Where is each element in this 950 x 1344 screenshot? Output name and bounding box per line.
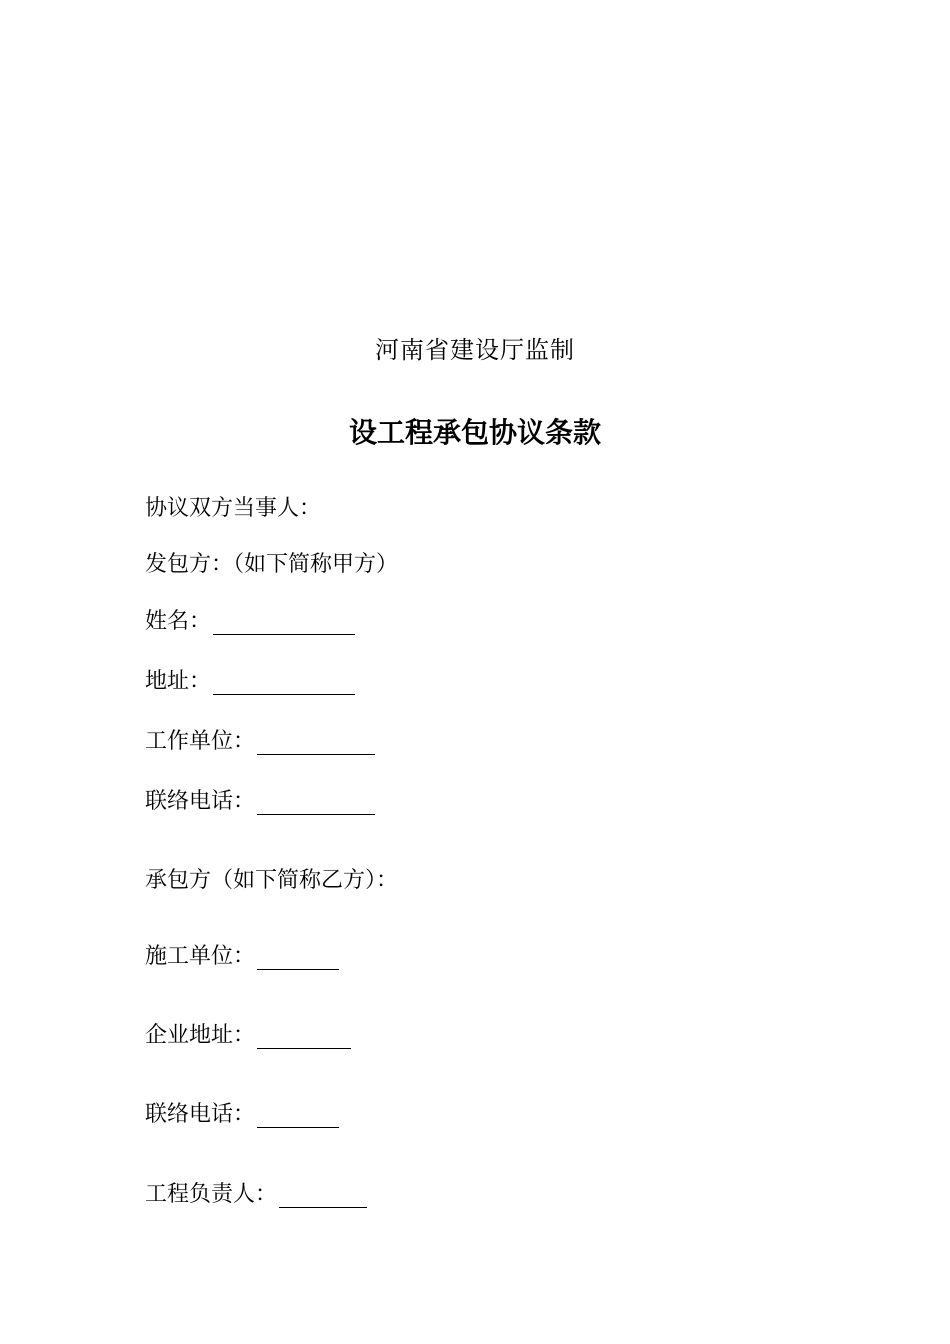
party-a-address-label: 地址：: [145, 669, 212, 694]
parties-heading: [145, 494, 321, 524]
party-a-employer-row: [145, 727, 375, 757]
party-a-phone-blank[interactable]: [257, 792, 375, 815]
document-title: 设工程承包协议条款: [348, 416, 601, 449]
issuer-line: 河南省建设厅监制: [375, 336, 575, 364]
party-a-employer-blank[interactable]: [257, 732, 375, 755]
party-a-address-row: [145, 667, 355, 697]
party-b-phone-row: [145, 1100, 339, 1130]
party-b-phone-label: 联络电话：: [145, 1102, 256, 1127]
party-a-employer-label: 工作单位：: [145, 729, 256, 754]
party-b-address-label: 企业地址：: [145, 1023, 256, 1048]
party-a-name-row: [145, 607, 355, 637]
party-b-address-blank[interactable]: [257, 1026, 351, 1049]
party-b-unit-label: 施工单位：: [145, 944, 256, 969]
party-a-phone-label: 联络电话：: [145, 789, 256, 814]
party-a-phone-row: [145, 787, 375, 817]
parties-heading-text: 协议双方当事人：: [145, 496, 322, 521]
party-a-name-label: 姓名：: [145, 609, 212, 634]
party-b-manager-blank[interactable]: [279, 1185, 367, 1208]
party-b-manager-row: [145, 1180, 367, 1210]
party-b-address-row: [145, 1021, 351, 1051]
party-b-unit-blank[interactable]: [257, 947, 339, 970]
party-a-name-blank[interactable]: [213, 612, 355, 635]
party-b-heading-text: 承包方（如下简称乙方）：: [145, 868, 399, 893]
party-b-manager-label: 工程负责人：: [145, 1182, 278, 1207]
party-b-phone-blank[interactable]: [257, 1105, 339, 1128]
party-a-heading: [145, 550, 398, 580]
party-b-heading: [145, 866, 398, 896]
party-a-heading-text: 发包方：（如下简称甲方）: [145, 552, 399, 577]
party-a-address-blank[interactable]: [213, 672, 355, 695]
party-b-unit-row: [145, 942, 339, 972]
